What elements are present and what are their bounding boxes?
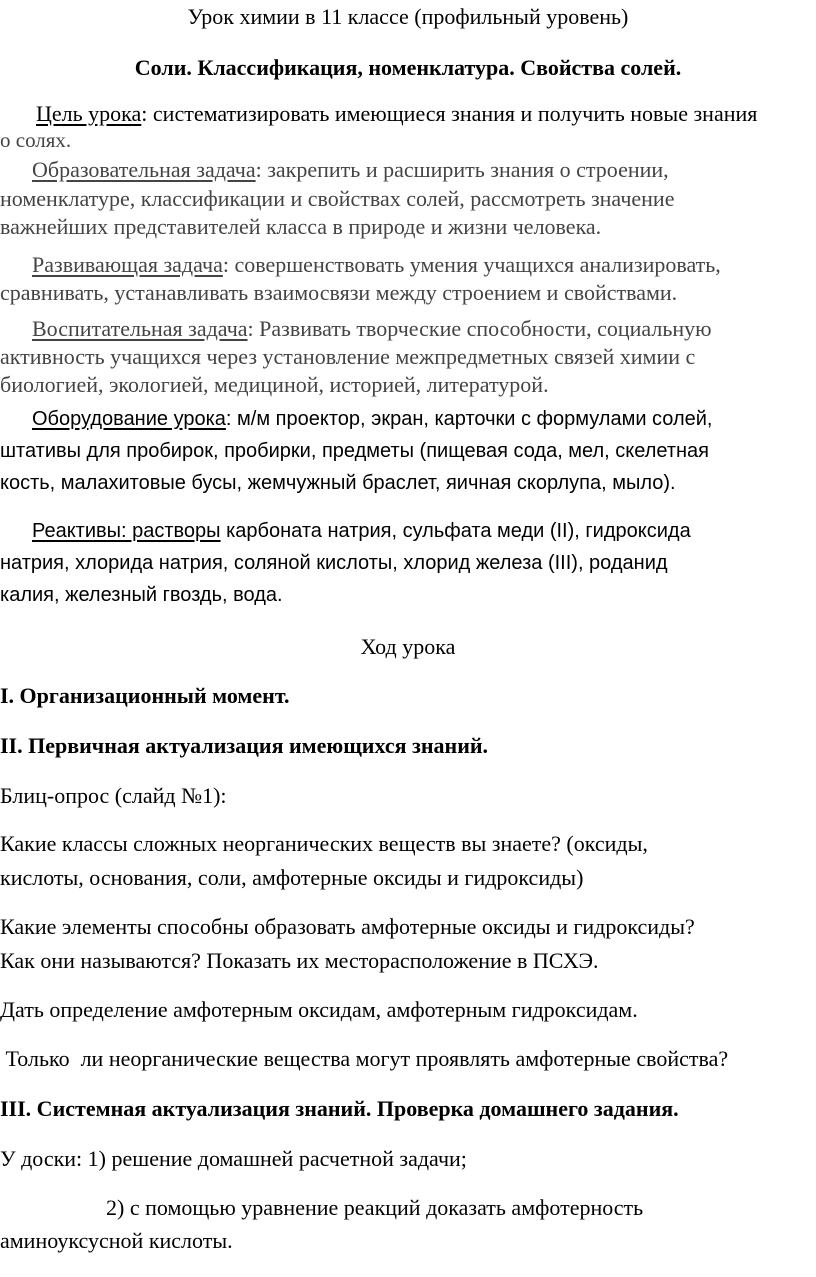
section-3-heading: III. Системная актуализация знаний. Проверка домашнего задания. (0, 1096, 679, 1121)
goal-line-1 (36, 101, 816, 127)
question-1-line-1: Какие классы сложных неорганических веществ вы знаете? (оксиды, (0, 831, 648, 856)
lesson-course-heading: Ход урока (360, 634, 456, 659)
dev-task-text: : совершенствовать умения учащихся анализировать, (222, 252, 721, 277)
board-task-2: 2) с помощью уравнение реакций доказать амфотерность (106, 1195, 644, 1220)
upbr-task-line-1 (32, 316, 816, 342)
goal-text: : систематизировать имеющиеся знания и получить новые знания (141, 101, 758, 126)
reagents-line-3: калия, железный гвоздь, вода. (0, 584, 283, 606)
section-2-heading: II. Первичная актуализация имеющихся знаний. (0, 733, 489, 758)
equipment-line-1 (32, 408, 816, 431)
upbr-task-text: : Развивать творческие способности, социальную (247, 316, 712, 341)
blitz-survey: Блиц-опрос (слайд №1): (0, 783, 227, 808)
edu-task-text: : закрепить и расширить знания о строении, (255, 157, 669, 182)
dev-task-line-1 (32, 252, 816, 278)
lesson-subtitle: Урок химии в 11 классе (профильный уровень) (187, 4, 629, 29)
equipment-label: Оборудование урока (32, 408, 226, 430)
reagents-text: карбоната натрия, сульфата меди (II), гидроксида (220, 520, 691, 542)
upbr-task-line-2: активность учащихся через установление межпредметных связей химии с (0, 344, 696, 369)
question-2-line-2: Как они называются? Показать их месторасположение в ПСХЭ. (0, 948, 599, 973)
equipment-line-2: штативы для пробирок, пробирки, предметы (пищевая сода, мел, скелетная (0, 440, 710, 462)
question-1-line-2: кислоты, основания, соли, амфотерные оксиды и гидроксиды) (0, 865, 584, 890)
dev-task-label: Развивающая задача (32, 252, 223, 277)
edu-task-label: Образовательная задача (32, 157, 256, 182)
edu-task-line-2: номенклатуре, классификации и свойствах солей, рассмотреть значение (0, 186, 675, 211)
reagents-line-1 (32, 520, 816, 543)
reagents-line-2: натрия, хлорида натрия, соляной кислоты, хлорид железа (III), роданид (0, 552, 668, 574)
equipment-line-3: кость, малахитовые бусы, жемчужный браслет, яичная скорлупа, мыло). (0, 472, 676, 494)
question-4: Только ли неорганические вещества могут проявлять амфотерные свойства? (0, 1046, 729, 1071)
equipment-text: : м/м проектор, экран, карточки с формулами солей, (225, 408, 713, 430)
edu-task-line-1 (32, 157, 816, 183)
board-task-2-continued: аминоуксусной кислоты. (0, 1228, 233, 1253)
goal-label: Цель урока (36, 101, 142, 126)
upbr-task-label: Воспитательная задача (32, 316, 248, 341)
board-task-1: У доски: 1) решение домашней расчетной задачи; (0, 1146, 467, 1171)
section-1-heading: I. Организационный момент. (0, 683, 290, 708)
question-3: Дать определение амфотерным оксидам, амфотерным гидроксидам. (0, 997, 638, 1022)
edu-task-line-3: важнейших представителей класса в природе и жизни человека. (0, 214, 602, 239)
question-2-line-1: Какие элементы способны образовать амфотерные оксиды и гидроксиды? (0, 914, 695, 939)
goal-line-2: о солях. (0, 128, 72, 152)
dev-task-line-2: сравнивать, устанавливать взаимосвязи между строением и свойствами. (0, 280, 678, 305)
upbr-task-line-3: биологией, экологией, медициной, историей, литературой. (0, 372, 549, 397)
reagents-label: Реактивы: растворы (32, 520, 221, 542)
lesson-title: Соли. Классификация, номенклатура. Свойства солей. (134, 55, 682, 80)
